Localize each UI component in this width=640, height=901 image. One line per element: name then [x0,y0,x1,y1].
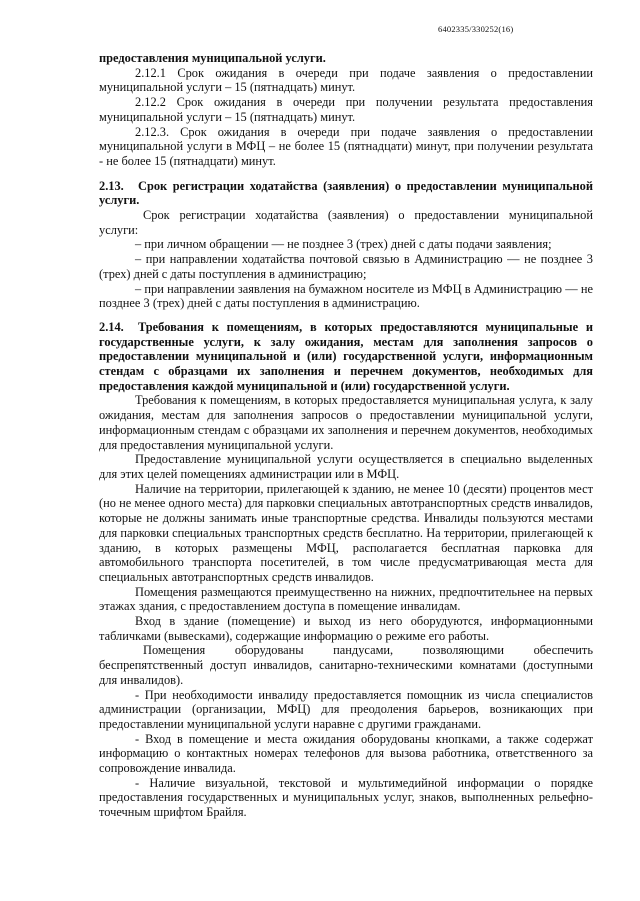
paragraph: Требования к помещениям, в которых предоставляется муниципальная услуга, к залу ожидания, местам для заполнения запросов о предоставлении муниципальной услуги, информационным стендам с образцами их заполнения и перечнем документов, необходимых для предоставления муниципальной услуги. [99,393,593,452]
section-number: 2.13. [99,178,124,193]
list-item: – при личном обращении — не позднее 3 (трех) дней с даты подачи заявления; [135,237,552,252]
document-body [99,51,593,820]
paragraph: - Вход в помещение и места ожидания оборудованы кнопками, а также содержат информацию о контактных номерах телефонов для вызова работника, ответственного за сопровождение инвалида. [99,731,593,776]
document-id: 6402335/330252(16) [438,24,514,34]
list-item: – при направлении ходатайства почтовой связью в Администрацию — не позднее 3 (трех) дней с даты поступления в администрацию; [99,252,593,281]
paragraph-2-12-2: 2.12.2 Срок ожидания в очереди при получении результата предоставления муниципальной услуги – 15 (пятнадцать) минут. [99,95,593,124]
paragraph: Наличие на территории, прилегающей к зданию, не менее 10 (десяти) процентов мест (но не менее одного места) для парковки специальных автотранспортных средств инвалидов, которые не должны занимать иные транспортные средства. Инвалиды пользуются местами для парковки специальных транспортных средств бесплатно. На территории, прилегающей к зданию, в которых размещены МФЦ, располагается бесплатная парковка для автомобильного транспорта посетителей, в том числе предусматривающая места для специальных автотранспортных средств инвалидов. [99,481,593,584]
section-title: Срок регистрации ходатайства (заявления) о предоставлении муниципальной услуги. [99,178,593,208]
intro-bold-line: предоставления муниципальной услуги. [99,51,326,65]
paragraph: Помещения размещаются преимущественно на нижних, предпочтительнее на первых этажах здания, с предоставлением доступа в помещение инвалидам. [99,584,593,614]
paragraph-2-12-3: 2.12.3. Срок ожидания в очереди при подаче заявления о предоставлении муниципальной услуги в МФЦ – не более 15 (пятнадцати) минут, при получении результата - не более 15 (пятнадцати) минут. [99,124,593,168]
section-number: 2.14. [99,319,124,334]
paragraph: Вход в здание (помещение) и выход из него оборудуются, информационными табличками (вывесками), содержащие информацию о режиме его работы. [99,614,593,643]
paragraph: Предоставление муниципальной услуги осуществляется в специально выделенных для этих целей помещениях администрации или в МФЦ. [99,452,593,481]
section-title: Требования к помещениям, в которых предоставляются муниципальные и государственные услуги, к залу ожидания, местам для заполнения запросов о предоставлении муниципальной и (или) государственной услуги, информационным стендам с образцами их заполнения и перечнем документов, необходимых для предоставления каждой муниципальной и (или) государственной услуги. [99,319,593,393]
section-heading-2-14 [99,320,593,394]
list-item: – при направлении заявления на бумажном носителе из МФЦ в Администрацию — не позднее 3 (трех) дней с даты поступления в администрацию. [99,281,593,311]
paragraph-2-12-1: 2.12.1 Срок ожидания в очереди при подаче заявления о предоставлении муниципальной услуги – 15 (пятнадцать) минут. [99,65,593,95]
paragraph-2-13-intro: Срок регистрации ходатайства (заявления) о предоставлении муниципальной услуги: [99,208,593,237]
paragraph: - Наличие визуальной, текстовой и мультимедийной информации о порядке предоставления государственных и муниципальных услуг, знаков, выполненных рельефно-точечным шрифтом Брайля. [99,775,593,820]
section-heading-2-13 [99,179,593,208]
paragraph: - При необходимости инвалиду предоставляется помощник из числа специалистов администрации (организации, МФЦ) для преодоления барьеров, возникающих при предоставлении муниципальной услуги наравне с другими гражданами. [99,687,593,731]
paragraph: Помещения оборудованы пандусами, позволяющими обеспечить беспрепятственный доступ инвалидов, санитарно-техническими комнатами (доступными для инвалидов). [99,643,593,687]
